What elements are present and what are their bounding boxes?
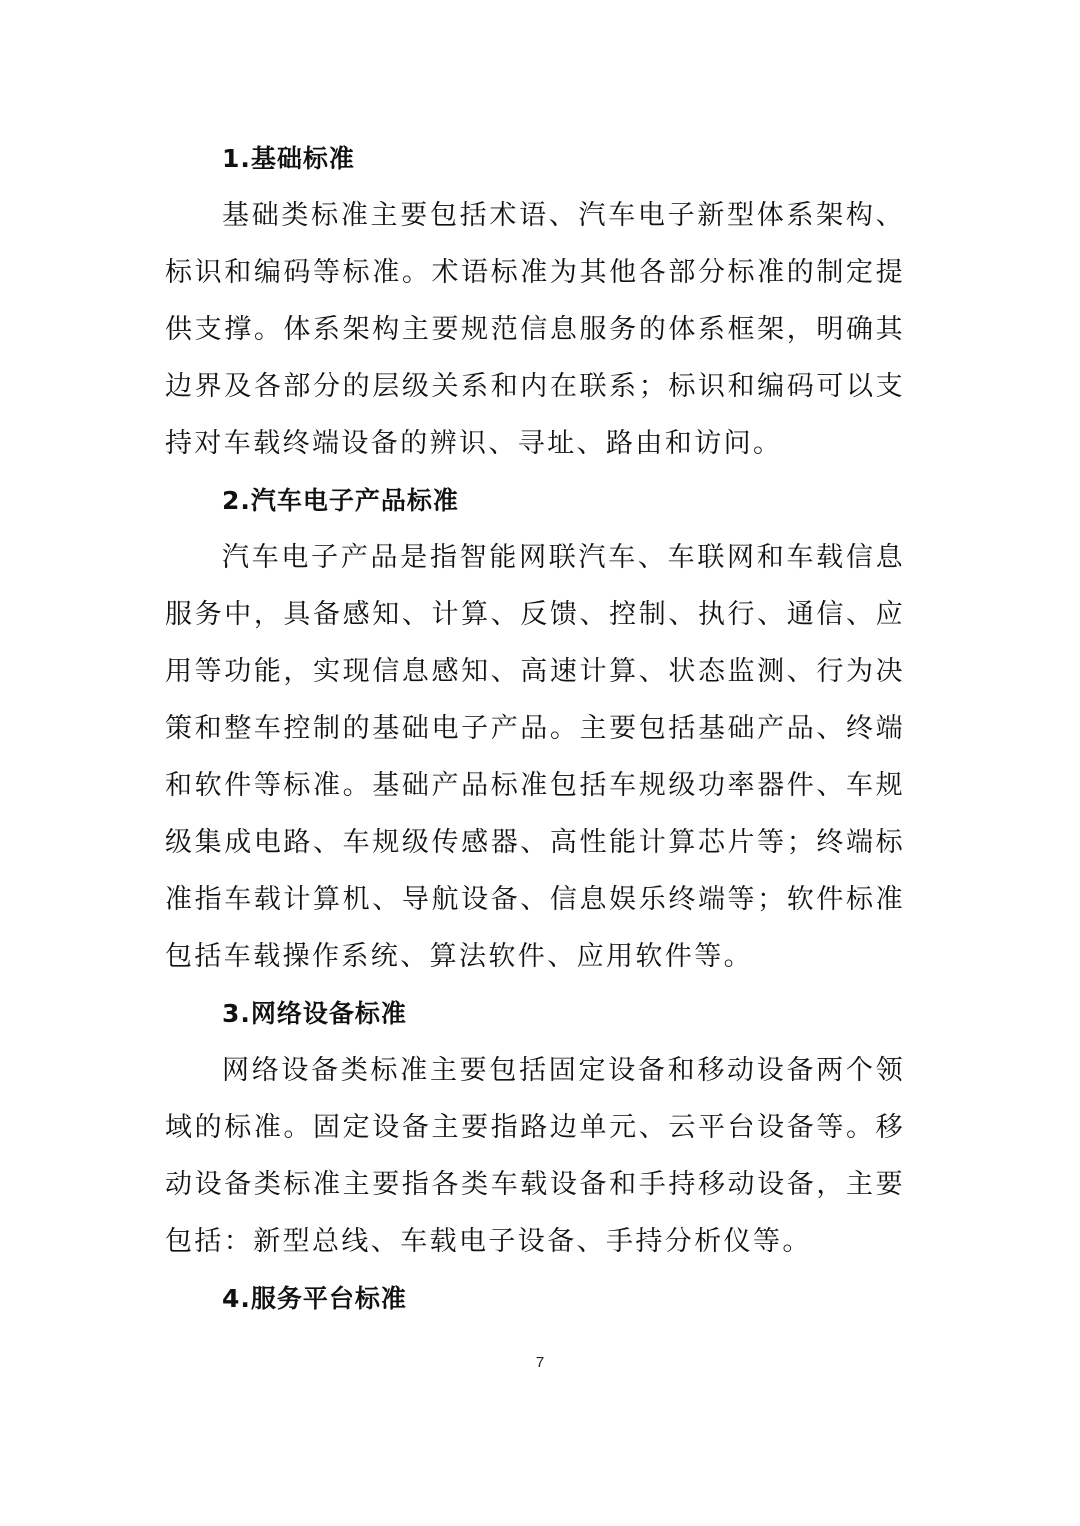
page-content bbox=[165, 130, 905, 1327]
section-heading-basic-standards: 1.基础标准 bbox=[222, 144, 355, 173]
section-heading-automotive-electronics: 2.汽车电子产品标准 bbox=[222, 486, 459, 515]
section-body-network-equipment: 网络设备类标准主要包括固定设备和移动设备两个领域的标准。固定设备主要指路边单元、云平台设备等。移动设备类标准主要指各类车载设备和手持移动设备，主要包括：新型总线、车载电子设备、手持分析仪等。 bbox=[165, 1055, 905, 1257]
section-heading-network-equipment: 3.网络设备标准 bbox=[222, 999, 407, 1028]
section-body-automotive-electronics: 汽车电子产品是指智能网联汽车、车联网和车载信息服务中，具备感知、计算、反馈、控制、执行、通信、应用等功能，实现信息感知、高速计算、状态监测、行为决策和整车控制的基础电子产品。主要包括基础产品、终端和软件等标准。基础产品标准包括车规级功率器件、车规级集成电路、车规级传感器、高性能计算芯片等；终端标准指车载计算机、导航设备、信息娱乐终端等；软件标准包括车载操作系统、算法软件、应用软件等。 bbox=[165, 542, 905, 972]
section-heading-service-platform: 4.服务平台标准 bbox=[222, 1284, 407, 1313]
page-number: 7 bbox=[535, 1354, 545, 1371]
section-body-basic-standards: 基础类标准主要包括术语、汽车电子新型体系架构、标识和编码等标准。术语标准为其他各部分标准的制定提供支撑。体系架构主要规范信息服务的体系框架，明确其边界及各部分的层级关系和内在联系；标识和编码可以支持对车载终端设备的辨识、寻址、路由和访问。 bbox=[165, 200, 905, 459]
